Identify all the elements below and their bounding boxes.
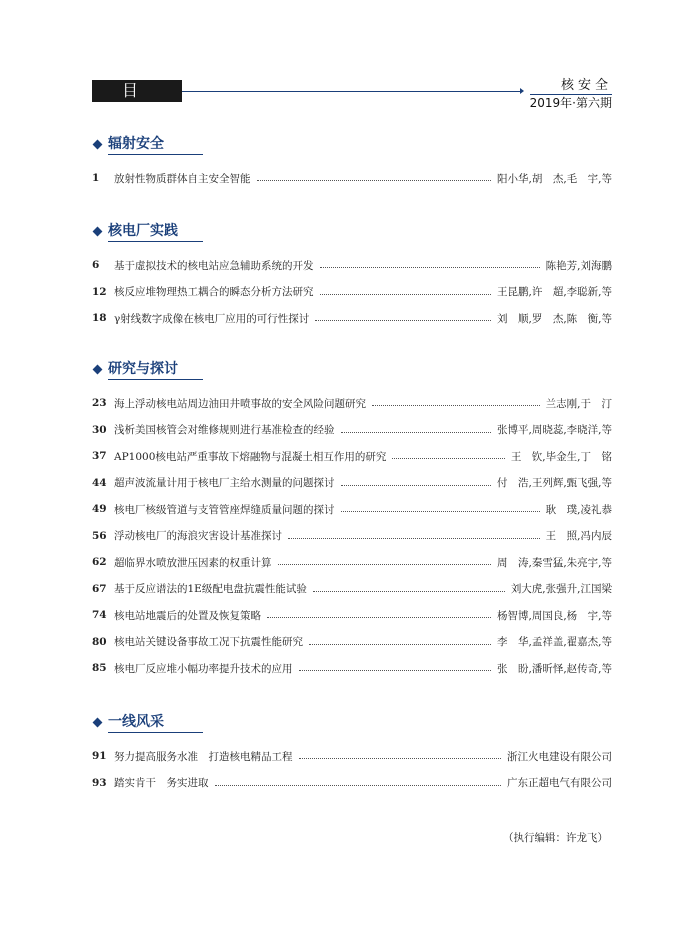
entry-page: 49 [92,503,107,516]
section-underline [108,732,203,733]
entry-title: AP1000核电站严重事故下熔融物与混凝土相互作用的研究 [114,450,387,463]
entry-title: 核电厂核级管道与支管管座焊缝质量问题的探讨 [114,503,335,516]
entry-list [92,252,612,332]
section-header [92,360,612,380]
entry-title: 浮动核电厂的海浪灾害设计基准探讨 [114,530,282,543]
entry-page: 74 [92,609,107,622]
entry-authors: 王昆鹏,许 超,李聪新,等 [496,286,612,299]
section-header [92,135,612,155]
entry-authors: 陈艳芳,刘海鹏 [545,259,612,272]
dot-leader [341,431,491,433]
toc-entry[interactable] [92,279,612,306]
entry-authors: 李 华,孟祥盖,翟嘉杰,等 [496,636,612,649]
dot-leader [341,484,491,486]
entry-authors: 张博平,周晓蕊,李晓洋,等 [496,424,612,437]
entry-page: 18 [92,312,107,325]
toc-entry[interactable] [92,417,612,444]
dot-leader [278,563,491,565]
entry-authors: 周 涛,秦雪猛,朱亮宇,等 [496,556,612,569]
toc-entry[interactable] [92,549,612,576]
entry-page: 30 [92,423,107,436]
entry-page: 80 [92,635,107,648]
journal-info [530,78,612,110]
entry-page: 91 [92,750,107,763]
diamond-bullet-icon [93,227,103,237]
entry-title: 浅析美国核管会对维修规则进行基准检查的经验 [114,424,335,437]
entry-title: 核电厂反应堆小幅功率提升技术的应用 [114,662,293,675]
dot-leader [288,537,540,539]
toc-title: 目 次 [92,80,182,102]
entry-page: 56 [92,529,107,542]
section-header [92,222,612,242]
dot-leader [320,266,540,268]
entry-title: 基于虚拟技术的核电站应急辅助系统的开发 [114,259,314,272]
journal-issue: 2019年·第六期 [529,96,612,110]
dot-leader [267,616,491,618]
dot-leader [320,293,491,295]
entry-authors: 刘 顺,罗 杰,陈 衡,等 [496,312,612,325]
entry-title: 核电站关键设备事故工况下抗震性能研究 [114,636,303,649]
entry-authors: 付 浩,王列辉,甄飞强,等 [496,477,612,490]
entry-authors: 杨智博,周国良,杨 宇,等 [496,609,612,622]
section-research-discussion [92,360,612,682]
entry-page: 37 [92,450,107,463]
entry-title: 海上浮动核电站周边油田井喷事故的安全风险问题研究 [114,397,366,410]
entry-title: 超声波流量计用于核电厂主给水测量的问题探讨 [114,477,335,490]
toc-entry[interactable] [92,523,612,550]
diamond-bullet-icon [93,718,103,728]
section-title: 一线风采 [108,714,164,730]
entry-title: 核反应堆物理热工耦合的瞬态分析方法研究 [114,286,314,299]
toc-entry[interactable] [92,305,612,332]
journal-name: 核安全 [560,78,612,93]
section-underline [108,379,203,380]
section-radiation-safety [92,135,612,192]
entry-authors: 浙江火电建设有限公司 [507,750,612,763]
toc-entry[interactable] [92,496,612,523]
dot-leader [299,757,502,759]
toc-entry[interactable] [92,655,612,682]
entry-page: 44 [92,476,107,489]
toc-entry[interactable] [92,443,612,470]
page-header [0,0,700,122]
diamond-bullet-icon [93,365,103,375]
diamond-bullet-icon [93,140,103,150]
entry-list [92,390,612,682]
entry-title: 基于反应谱法的1E级配电盘抗震性能试验 [114,583,307,596]
entry-page: 6 [92,259,100,272]
entry-page: 93 [92,776,107,789]
section-title: 辐射安全 [108,136,164,152]
dot-leader [341,510,540,512]
dot-leader [315,319,491,321]
header-rule [182,91,520,92]
section-frontline [92,713,612,796]
entry-title: γ射线数字成像在核电厂应用的可行性探讨 [114,312,310,325]
entry-page: 67 [92,582,107,595]
entry-title: 努力提高服务水准 打造核电精品工程 [114,750,293,763]
dot-leader [313,590,505,592]
toc-entry[interactable] [92,252,612,279]
dot-leader [299,669,491,671]
entry-title: 超临界水喷放泄压因素的权重计算 [114,556,272,569]
entry-page: 23 [92,397,107,410]
entry-title: 放射性物质群体自主安全智能 [114,172,251,185]
dot-leader [257,179,491,181]
entry-page: 12 [92,285,107,298]
toc-entry[interactable] [92,629,612,656]
entry-authors: 刘大虎,张强升,江国梁 [510,583,612,596]
entry-authors: 王 钦,毕金生,丁 铭 [510,450,612,463]
dot-leader [215,784,502,786]
entry-authors: 广东正超电气有限公司 [507,777,612,790]
toc-entry[interactable] [92,576,612,603]
dot-leader [309,643,491,645]
entry-authors: 张 盼,潘昕怿,赵传奇,等 [496,662,612,675]
entry-title: 踏实肯干 务实进取 [114,777,209,790]
section-title: 核电厂实践 [108,223,178,239]
toc-entry[interactable] [92,743,612,770]
entry-page: 85 [92,662,107,675]
dot-leader [392,457,504,459]
entry-title: 核电站地震后的处置及恢复策略 [114,609,261,622]
toc-entry[interactable] [92,470,612,497]
entry-authors: 兰志刚,于 汀 [545,397,612,410]
section-underline [108,154,203,155]
entry-authors: 耿 璞,凌礼恭 [545,503,612,516]
toc-entry[interactable] [92,165,612,192]
entry-authors: 阳小华,胡 杰,毛 宇,等 [496,172,612,185]
section-header [92,713,612,733]
entry-page: 62 [92,556,107,569]
entry-list [92,743,612,796]
entry-page: 1 [92,172,100,185]
entry-authors: 王 照,冯内辰 [545,530,612,543]
entry-list [92,165,612,192]
toc-entry[interactable] [92,770,612,797]
section-underline [108,241,203,242]
toc-entry[interactable] [92,602,612,629]
section-title: 研究与探讨 [108,361,178,377]
executive-editor-note: （执行编辑：许龙飞） [503,832,608,844]
dot-leader [372,404,540,406]
toc-entry[interactable] [92,390,612,417]
section-npp-practice [92,222,612,332]
